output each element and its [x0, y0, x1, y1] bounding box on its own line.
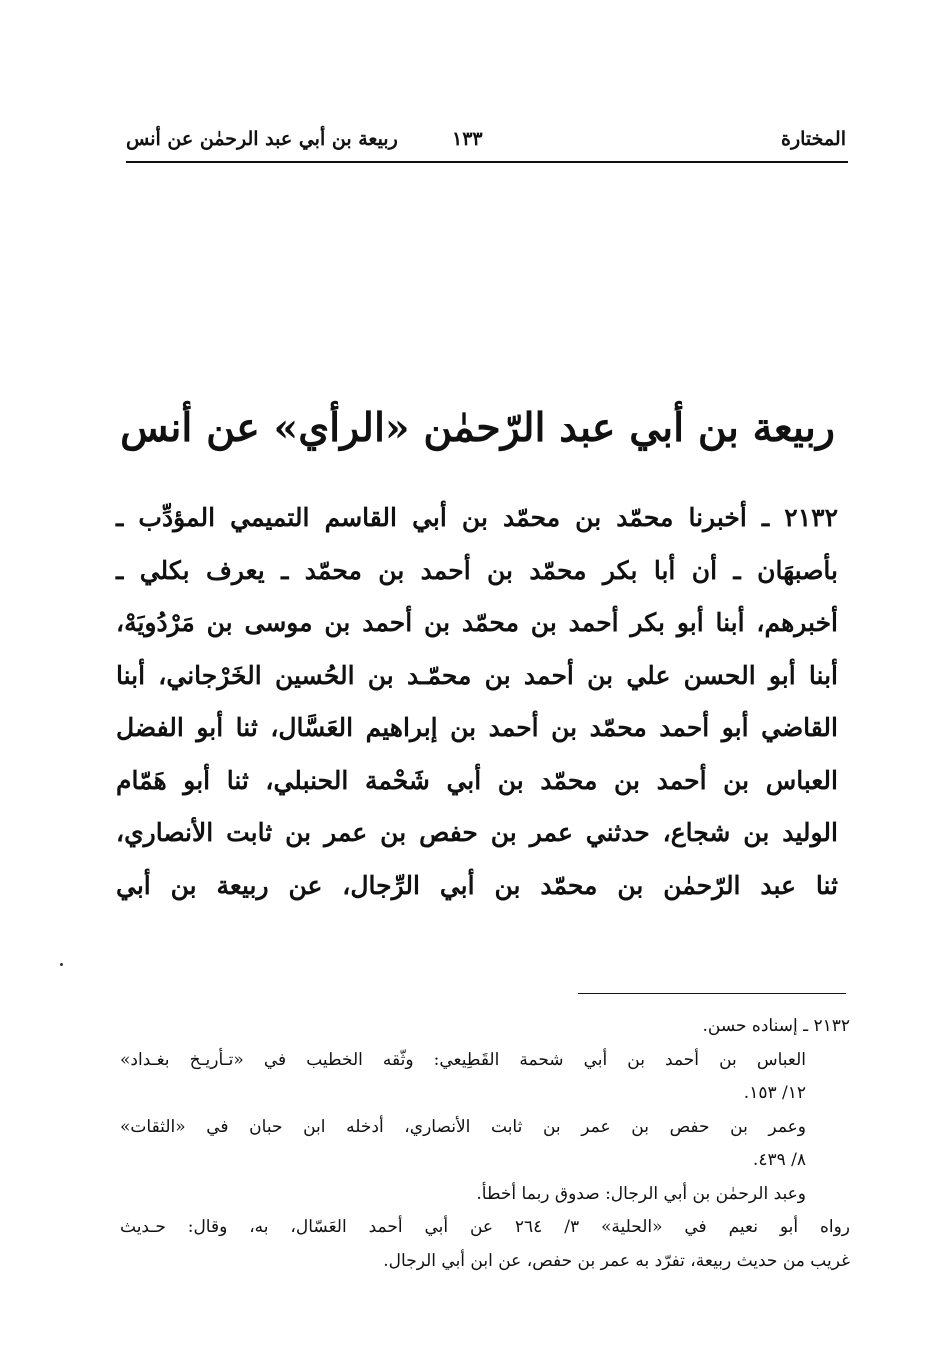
footnote-line: وعبد الرحمٰن بن أبي الرجال: صدوق ربما أخطأ.: [476, 1183, 806, 1204]
footnote-line: ٨/ ٤٣٩.: [752, 1150, 806, 1170]
running-header-chapter: ربيعة بن أبي عبد الرحمٰن عن أنس: [126, 128, 398, 150]
footnote-line: ١٢/ ١٥٣.: [743, 1083, 806, 1103]
body-line: أبنا أبو الحسن علي بن أحمد بن محمّـد بن الحُسين الخَرْجاني، أبنا: [116, 660, 838, 690]
page-number: ١٣٣: [452, 128, 483, 150]
footnote-line: ٢١٣٢ ـ إسناده حسن.: [702, 1016, 850, 1036]
footnote-line: رواه أبو نعيم في «الحلية» ٣/ ٢٦٤ عن أبي أحمد العَسّال، به، وقال: حـديث: [120, 1217, 850, 1237]
footnote-line: العباس بن أحمد بن أبي شحمة القَطِيعي: وثّقه الخطيب في «تـأريـخ بغـداد»: [120, 1049, 806, 1070]
body-line: ثنا عبد الرّحمٰن بن محمّد بن أبي الرِّجال، عن ربيعة بن أبي: [116, 870, 838, 900]
body-line: العباس بن أحمد بن محمّد بن أبي شَحْمة الحنبلي، ثنا أبو هَمّام: [116, 765, 838, 795]
ink-speck: [60, 963, 63, 966]
body-line: الوليد بن شجاع، حدثني عمر بن حفص بن عمر بن ثابت الأنصاري،: [116, 818, 838, 847]
footnotes: [120, 1010, 850, 1278]
footnote-line: وعمر بن حفص بن عمر بن ثابت الأنصاري، أدخله ابن حبان في «الثقات»: [120, 1116, 806, 1137]
body-line: القاضي أبو أحمد محمّد بن أحمد بن إبراهيم العَسَّال، ثنا أبو الفضل: [116, 713, 838, 742]
hadith-body: [116, 492, 838, 912]
running-header: [126, 122, 846, 162]
running-header-book-title: المختارة: [781, 128, 846, 150]
footnote-line: غريب من حديث ربيعة، تفرّد به عمر بن حفص، عن ابن أبي الرجال.: [383, 1250, 850, 1271]
header-rule: [126, 161, 848, 163]
body-line: أخبرهم، أبنا أبو بكر أحمد بن محمّد بن أحمد بن موسى بن مَرْدُويَهْ،: [116, 608, 838, 637]
body-line: بأصبهَان ـ أن أبا بكر محمّد بن أحمد بن محمّد ـ يعرف بكلي ـ: [116, 555, 838, 585]
body-line: ٢١٣٢ ـ أخبرنا محمّد بن محمّد بن أبي القاسم التميمي المؤدِّب ـ: [116, 503, 838, 532]
footnote-rule: [578, 993, 846, 994]
chapter-title: ربيعة بن أبي عبد الرّحمٰن «الرأي» عن أنس: [120, 405, 835, 451]
